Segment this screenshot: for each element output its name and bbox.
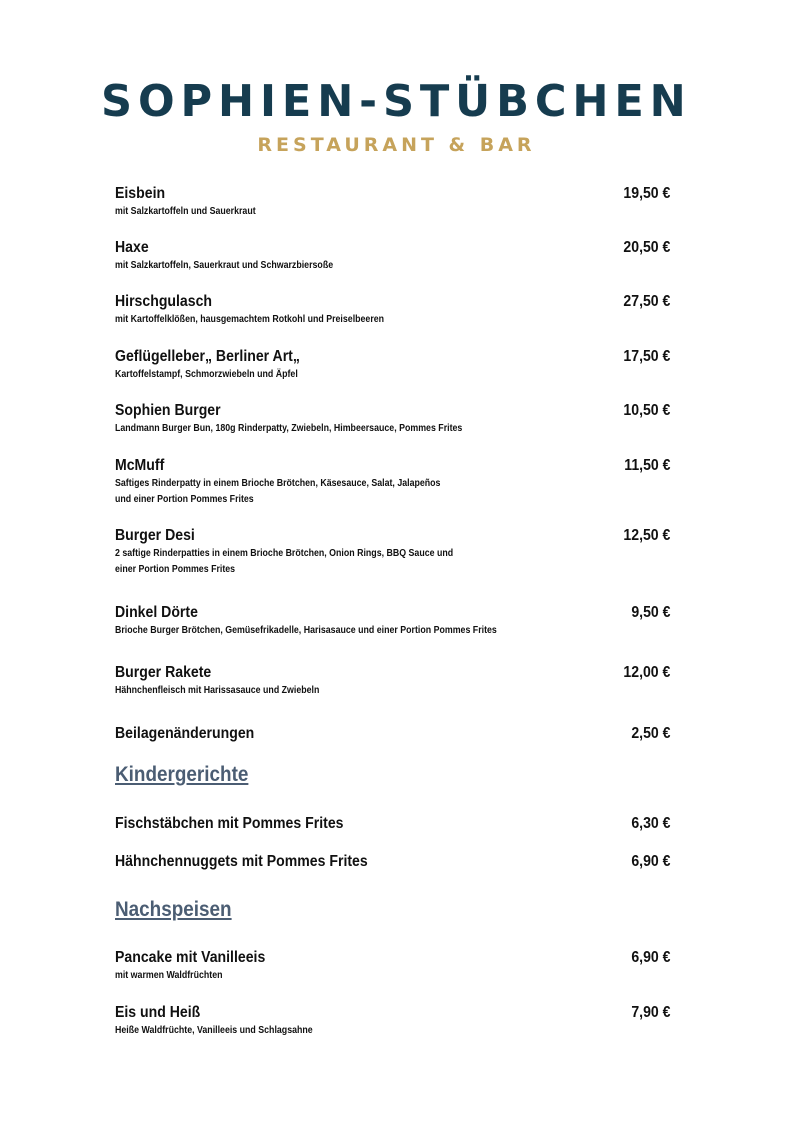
item-price: 12,00 € <box>623 664 670 681</box>
menu-item-burger-rakete <box>115 663 670 698</box>
item-price: 10,50 € <box>623 402 670 419</box>
item-price: 2,50 € <box>630 725 670 742</box>
menu-item-beilagenaenderungen <box>115 724 670 743</box>
item-name: McMuff <box>115 457 165 474</box>
item-name: Eisbein <box>115 185 166 202</box>
item-description: mit Salzkartoffeln und Sauerkraut <box>115 205 256 217</box>
item-price: 27,50 € <box>623 293 670 310</box>
restaurant-subtitle: RESTAURANT & BAR <box>257 134 536 156</box>
item-name: Pancake mit Vanilleeis <box>115 949 266 966</box>
restaurant-name: SOPHIEN-STÜBCHEN <box>101 76 692 127</box>
section-title-kindergerichte: Kindergerichte <box>115 763 249 786</box>
menu-item-pancake <box>115 948 670 983</box>
item-description: mit Kartoffelklößen, hausgemachtem Rotkohl und Preiselbeeren <box>115 313 385 325</box>
item-price: 19,50 € <box>623 185 670 202</box>
menu-item-hirschgulasch <box>115 292 670 327</box>
item-price: 6,90 € <box>630 853 670 870</box>
menu-item-haxe <box>115 238 670 273</box>
item-price: 6,30 € <box>630 815 670 832</box>
item-description: Heiße Waldfrüchte, Vanilleeis und Schlagsahne <box>115 1024 313 1036</box>
item-description: Saftiges Rinderpatty in einem Brioche Brötchen, Käsesauce, Salat, Jalapeños <box>115 477 441 489</box>
item-price: 17,50 € <box>623 348 670 365</box>
item-description: Kartoffelstampf, Schmorzwiebeln und Äpfel <box>115 368 298 380</box>
menu-item-sophien-burger <box>115 401 670 436</box>
item-price: 6,90 € <box>630 949 670 966</box>
item-name: Burger Rakete <box>115 664 212 681</box>
item-price: 11,50 € <box>623 457 670 474</box>
item-description: mit Salzkartoffeln, Sauerkraut und Schwarzbiersoße <box>115 259 334 271</box>
item-name: Eis und Heiß <box>115 1004 201 1021</box>
item-name: Hirschgulasch <box>115 293 213 310</box>
item-price: 7,90 € <box>630 1004 670 1021</box>
menu-item-haehnchennuggets <box>115 852 670 871</box>
item-name: Fischstäbchen mit Pommes Frites <box>115 815 344 832</box>
menu-item-burger-desi <box>115 526 670 577</box>
menu-item-gefluegelleber <box>115 347 670 382</box>
item-name: Geflügelleber„ Berliner Art„ <box>115 348 300 365</box>
item-name: Burger Desi <box>115 527 195 544</box>
item-description: einer Portion Pommes Frites <box>115 563 236 575</box>
item-name: Beilagenänderungen <box>115 725 255 742</box>
menu-item-fischstaebchen <box>115 814 670 833</box>
item-price: 12,50 € <box>623 527 670 544</box>
menu-item-eis-und-heiss <box>115 1003 670 1038</box>
item-description: Landmann Burger Bun, 180g Rinderpatty, Zwiebeln, Himbeersauce, Pommes Frites <box>115 422 463 434</box>
item-description: Brioche Burger Brötchen, Gemüsefrikadelle, Harisasauce und einer Portion Pommes Frites <box>115 624 497 636</box>
item-description: Hähnchenfleisch mit Harissasauce und Zwiebeln <box>115 684 320 696</box>
item-description: 2 saftige Rinderpatties in einem Brioche Brötchen, Onion Rings, BBQ Sauce und <box>115 547 454 559</box>
item-description: und einer Portion Pommes Frites <box>115 493 254 505</box>
item-price: 9,50 € <box>630 604 670 621</box>
menu-item-eisbein <box>115 184 670 219</box>
menu-header <box>0 78 793 156</box>
item-price: 20,50 € <box>623 239 670 256</box>
item-name: Dinkel Dörte <box>115 604 198 621</box>
item-description: mit warmen Waldfrüchten <box>115 969 223 981</box>
menu-item-mcmuff <box>115 456 670 507</box>
section-title-nachspeisen: Nachspeisen <box>115 898 232 921</box>
item-name: Sophien Burger <box>115 402 221 419</box>
item-name: Haxe <box>115 239 149 256</box>
menu-item-dinkel-doerte <box>115 603 670 638</box>
item-name: Hähnchennuggets mit Pommes Frites <box>115 853 368 870</box>
